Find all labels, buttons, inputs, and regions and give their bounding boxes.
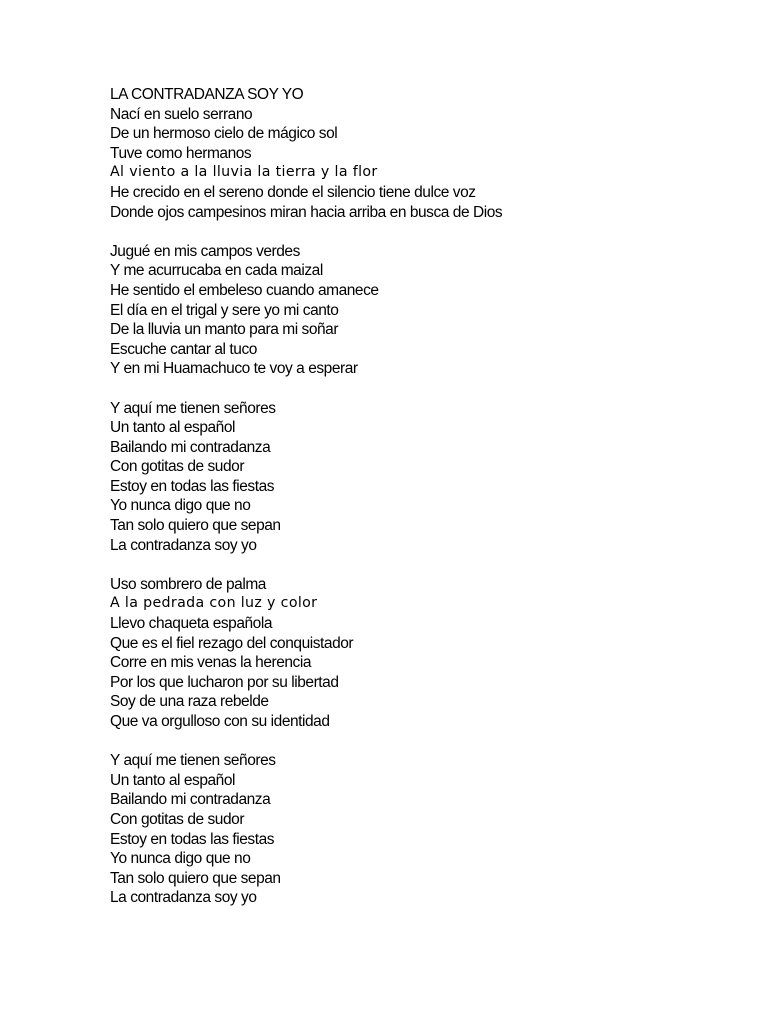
lyric-line: Estoy en todas las fiestas (110, 477, 275, 495)
lyric-line: Que va orgulloso con su identidad (110, 713, 330, 730)
lyric-line: Con gotitas de sudor (110, 458, 245, 476)
song-title: LA CONTRADANZA SOY YO (110, 86, 304, 103)
lyric-line: Tuve como hermanos (110, 144, 252, 162)
stanza-4 (110, 575, 750, 732)
stanza-5-chorus (110, 751, 750, 908)
lyric-line: He crecido en el sereno donde el silencio tiene dulce voz (110, 183, 476, 201)
lyric-line: Con gotitas de sudor (110, 810, 245, 828)
lyric-line: Y aquí me tienen señores (110, 399, 276, 417)
lyric-line: Por los que lucharon por su libertad (110, 673, 339, 691)
lyric-line: Yo nunca digo que no (110, 497, 251, 515)
lyric-line: El día en el trigal y sere yo mi canto (110, 301, 339, 319)
stanza-gap (110, 222, 750, 242)
lyric-line: Nací en suelo serrano (110, 105, 253, 123)
lyric-line: He sentido el embeleso cuando amanece (110, 281, 379, 299)
lyric-line: Un tanto al español (110, 771, 236, 789)
lyric-line: Corre en mis venas la herencia (110, 654, 312, 672)
lyrics-text (110, 85, 750, 908)
lyric-line: La contradanza soy yo (110, 889, 257, 907)
lyric-line: Tan solo quiero que sepan (110, 517, 281, 535)
lyric-line: Tan solo quiero que sepan (110, 869, 281, 887)
stanza-gap (110, 732, 750, 752)
lyric-line: Un tanto al español (110, 419, 236, 437)
lyric-line: Jugué en mis campos verdes (110, 242, 300, 260)
lyric-line: De un hermoso cielo de mágico sol (110, 125, 338, 143)
lyric-line: Y aquí me tienen señores (110, 752, 276, 770)
lyric-line: A la pedrada con luz y color (110, 595, 318, 612)
lyric-line: La contradanza soy yo (110, 536, 257, 554)
lyric-line: Llevo chaqueta española (110, 615, 273, 633)
lyric-line: Yo nunca digo que no (110, 850, 251, 868)
lyric-line: Y en mi Huamachuco te voy a esperar (110, 360, 358, 378)
lyric-line: Uso sombrero de palma (110, 575, 266, 593)
stanza-gap (110, 555, 750, 575)
stanza-1 (110, 85, 750, 222)
stanza-2 (110, 242, 750, 379)
lyric-line: De la lluvia un manto para mi soñar (110, 321, 339, 339)
lyric-line: Que es el fiel rezago del conquistador (110, 634, 354, 652)
lyric-line: Bailando mi contradanza (110, 791, 271, 809)
lyric-line: Bailando mi contradanza (110, 438, 271, 456)
stanza-3-chorus (110, 399, 750, 556)
lyric-line: Escuche cantar al tuco (110, 340, 257, 358)
stanza-gap (110, 379, 750, 399)
lyric-line: Donde ojos campesinos miran hacia arriba en busca de Dios (110, 203, 503, 221)
lyric-line: Estoy en todas las fiestas (110, 830, 275, 848)
lyric-line: Al viento a la lluvia la tierra y la flor (110, 164, 378, 181)
lyric-line: Soy de una raza rebelde (110, 693, 269, 711)
lyric-line: Y me acurrucaba en cada maizal (110, 262, 323, 280)
